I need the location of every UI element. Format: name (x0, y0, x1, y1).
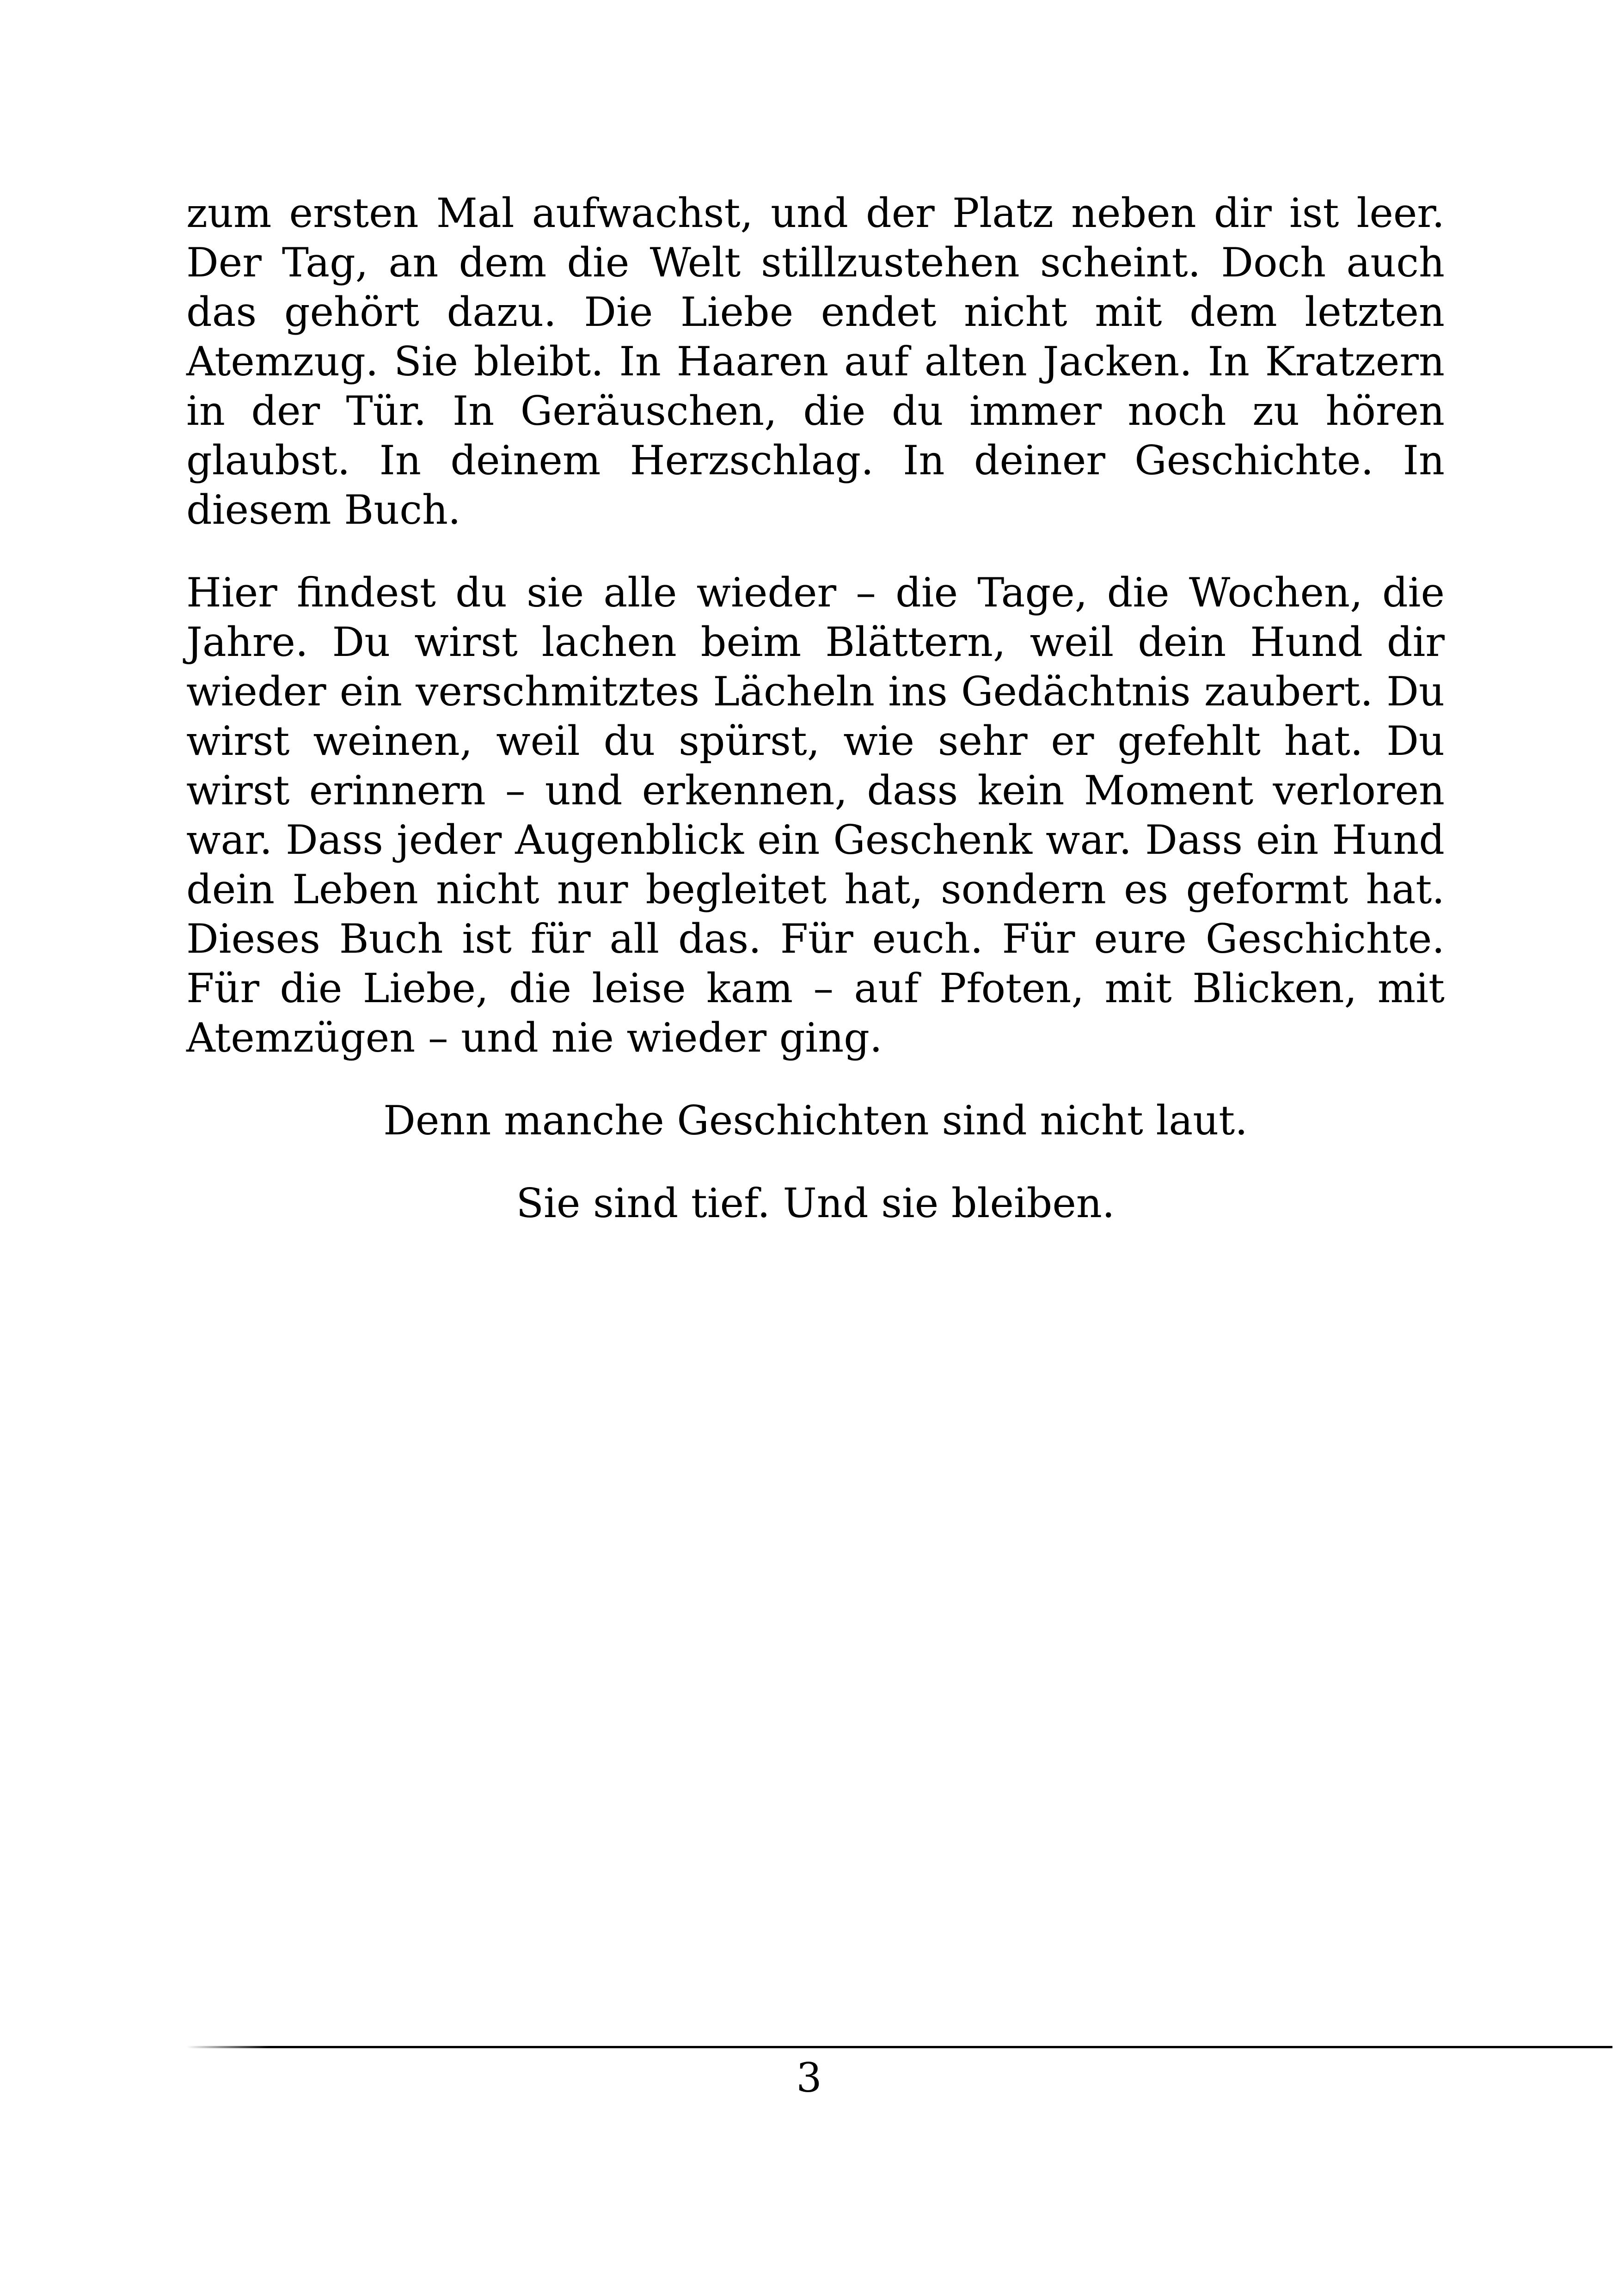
footer-divider (186, 2046, 1612, 2048)
closing-line: Denn manche Geschichten sind nicht laut. (383, 1097, 1248, 1144)
body-text (186, 189, 1445, 1261)
closing-line: Sie sind tief. Und sie bleiben. (516, 1180, 1115, 1227)
page-number: 3 (796, 2054, 822, 2101)
closing-lines (186, 1096, 1445, 1228)
paragraph: Hier findest du sie alle wieder – die Tage, die Wochen, die Jahre. Du wirst lachen beim Blättern, weil dein Hund dir wieder ein verschmitztes Lächeln ins Gedächtnis zaubert. Du wirst weinen, weil du spürst, wie sehr er gefehlt hat. Du wirst erinnern – und erkennen, dass kein Moment verloren war. Dass jeder Augenblick ein Geschenk war. Dass ein Hund dein Leben nicht nur begleitet hat, sondern es geformt hat. Dieses Buch ist für all das. Für euch. Für eure Geschichte. Für die Liebe, die leise kam – auf Pfoten, mit Blicken, mit Atemzügen – und nie wieder ging. (186, 569, 1445, 1061)
paragraph: zum ersten Mal aufwachst, und der Platz neben dir ist leer. Der Tag, an dem die Welt stillzustehen scheint. Doch auch das gehört dazu. Die Liebe endet nicht mit dem letzten Atemzug. Sie bleibt. In Haaren auf alten Jacken. In Kratzern in der Tür. In Geräuschen, die du immer noch zu hören glaubst. In deinem Herzschlag. In deiner Geschichte. In diesem Buch. (186, 190, 1445, 533)
